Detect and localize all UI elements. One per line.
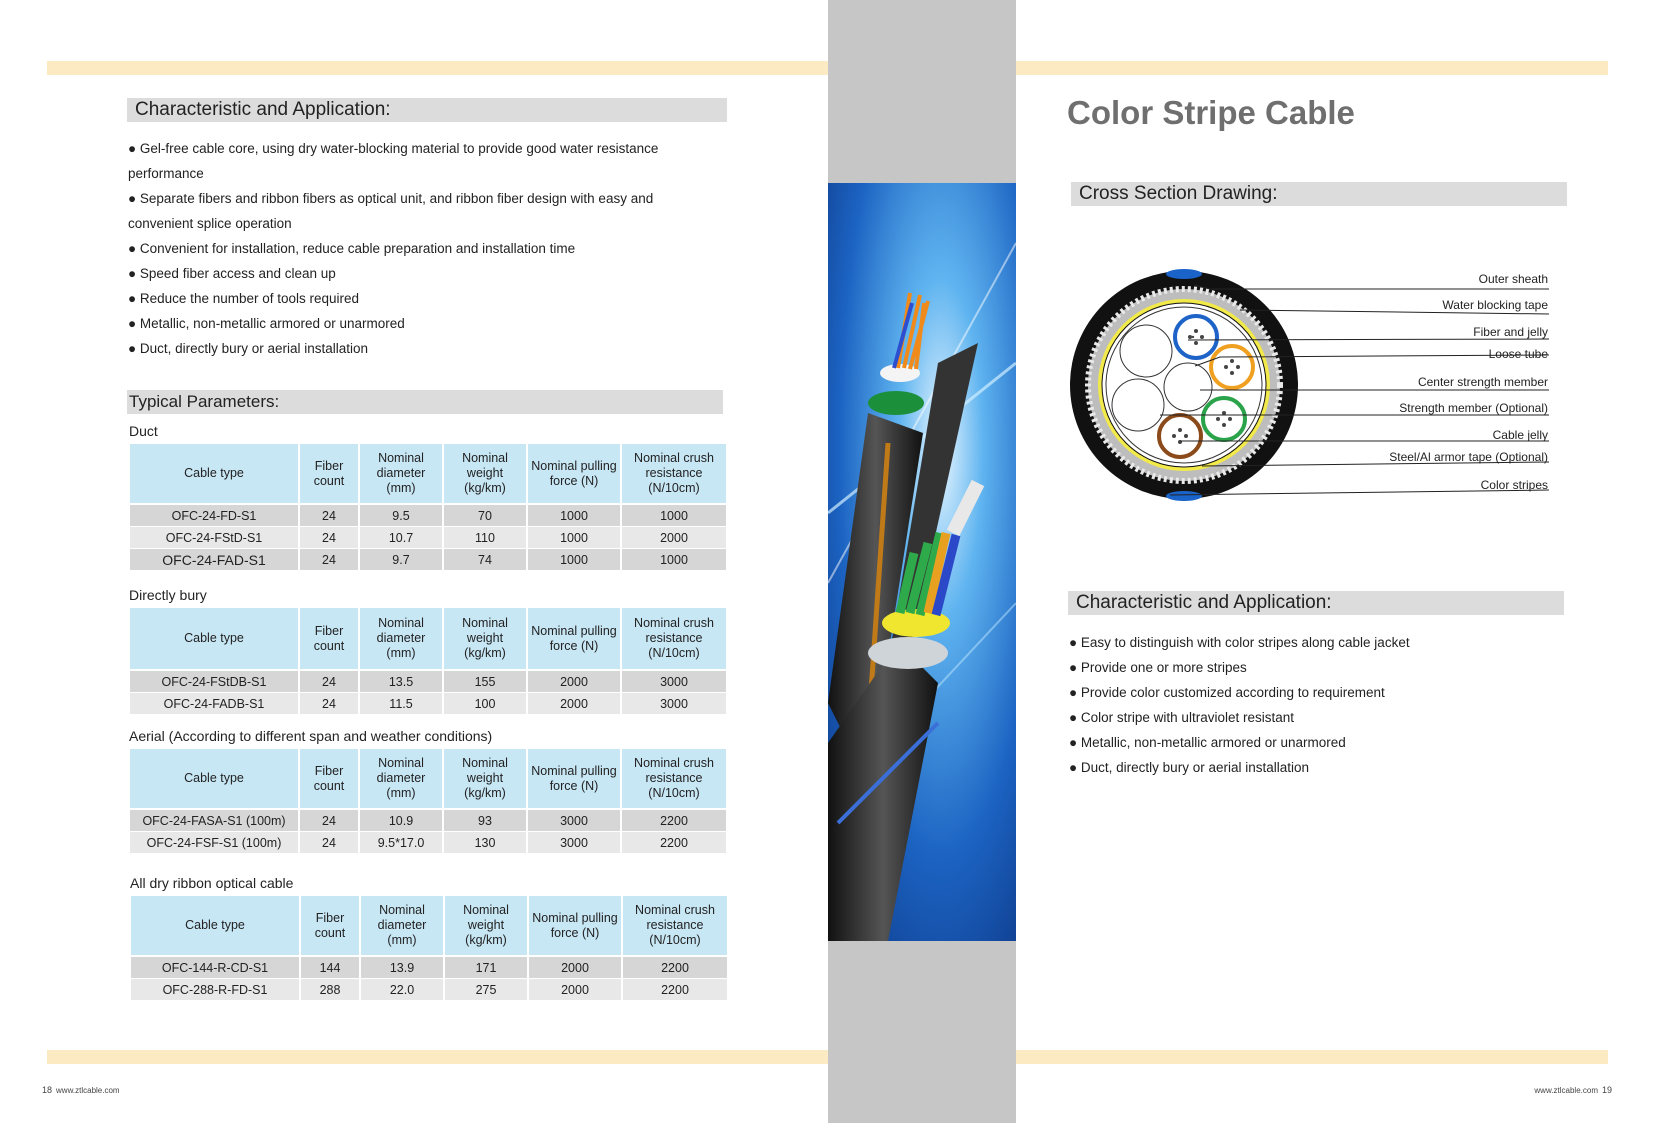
params-table-duct bbox=[130, 444, 728, 571]
col-header: Cable type bbox=[131, 896, 300, 956]
table-row bbox=[131, 979, 728, 1001]
col-header: Nominal crush resistance (N/10cm) bbox=[621, 444, 727, 504]
col-header: Nominal pulling force (N) bbox=[527, 608, 621, 670]
col-header: Nominal diameter (mm) bbox=[359, 608, 443, 670]
bottom-band-right bbox=[1016, 1050, 1608, 1064]
col-header: Nominal crush resistance (N/10cm) bbox=[622, 896, 728, 956]
bullet-item: ● Color stripe with ultraviolet resistant bbox=[1069, 710, 1294, 725]
cell: 70 bbox=[443, 504, 527, 527]
cell: OFC-144-R-CD-S1 bbox=[131, 956, 300, 979]
bottom-band-left bbox=[47, 1050, 828, 1064]
cell: 2000 bbox=[621, 527, 727, 549]
callout-label: Center strength member bbox=[1417, 375, 1548, 389]
table-row bbox=[130, 832, 727, 854]
callout-label: Color stripes bbox=[1480, 478, 1548, 492]
col-header: Fiber count bbox=[299, 608, 359, 670]
cell: OFC-24-FADB-S1 bbox=[130, 693, 299, 715]
cell: OFC-24-FD-S1 bbox=[130, 504, 299, 527]
cell: 2000 bbox=[527, 693, 621, 715]
top-band-left bbox=[47, 61, 828, 75]
col-header: Nominal weight (kg/km) bbox=[443, 444, 527, 504]
params-heading: Typical Parameters: bbox=[127, 390, 723, 414]
bullet-item: ● Reduce the number of tools required bbox=[128, 291, 360, 306]
callout-labels bbox=[1290, 0, 1548, 500]
params-table-bury bbox=[130, 608, 728, 715]
cable-photo-illustration bbox=[828, 183, 1016, 941]
bullet-item: ● Provide color customized according to requirement bbox=[1069, 685, 1385, 700]
table-row bbox=[130, 670, 727, 693]
bullet-item: ● Duct, directly bury or aerial installation bbox=[1069, 760, 1310, 775]
cell: 3000 bbox=[527, 832, 621, 854]
cell: 144 bbox=[300, 956, 360, 979]
cell: 155 bbox=[443, 670, 527, 693]
table-title-bury: Directly bury bbox=[129, 587, 207, 603]
page-number-left: 18 bbox=[42, 1085, 53, 1095]
cell: 288 bbox=[300, 979, 360, 1001]
cell: 74 bbox=[443, 549, 527, 571]
col-header: Fiber count bbox=[299, 749, 359, 809]
cell: 1000 bbox=[527, 504, 621, 527]
cell: 3000 bbox=[621, 693, 727, 715]
col-header: Fiber count bbox=[300, 896, 360, 956]
cell: OFC-24-FStDB-S1 bbox=[130, 670, 299, 693]
table-row bbox=[130, 549, 727, 571]
col-header: Fiber count bbox=[299, 444, 359, 504]
cell: 24 bbox=[299, 549, 359, 571]
cell: 24 bbox=[299, 693, 359, 715]
col-header: Nominal pulling force (N) bbox=[528, 896, 622, 956]
table-row bbox=[131, 956, 728, 979]
bullet-item: ● Metallic, non-metallic armored or unarmored bbox=[1069, 735, 1346, 750]
bullet-item: ● Convenient for installation, reduce cable preparation and installation time bbox=[128, 241, 576, 256]
col-header: Cable type bbox=[130, 608, 299, 670]
table-title-ribbon: All dry ribbon optical cable bbox=[130, 875, 294, 891]
right-char-heading: Characteristic and Application: bbox=[1068, 591, 1564, 615]
table-title-duct: Duct bbox=[129, 423, 158, 439]
cell: 11.5 bbox=[359, 693, 443, 715]
col-header: Nominal pulling force (N) bbox=[527, 444, 621, 504]
bullet-item: ● Separate fibers and ribbon fibers as optical unit, and ribbon fiber design with easy and bbox=[128, 191, 654, 206]
cell: 24 bbox=[299, 832, 359, 854]
cell: OFC-24-FSF-S1 (100m) bbox=[130, 832, 299, 854]
col-header: Nominal crush resistance (N/10cm) bbox=[621, 749, 727, 809]
page-number-right: 19 bbox=[1601, 1085, 1612, 1095]
cell: 2200 bbox=[622, 956, 728, 979]
cell: 3000 bbox=[621, 670, 727, 693]
cell: 2000 bbox=[527, 670, 621, 693]
cell: OFC-24-FAD-S1 bbox=[130, 549, 299, 571]
cell: OFC-24-FStD-S1 bbox=[130, 527, 299, 549]
cell: 24 bbox=[299, 670, 359, 693]
cell: 24 bbox=[299, 504, 359, 527]
bullet-item: ● Gel-free cable core, using dry water-blocking material to provide good water resistance bbox=[128, 141, 659, 156]
website-left[interactable]: www.ztlcable.com bbox=[56, 1086, 120, 1095]
left-char-heading: Characteristic and Application: bbox=[127, 98, 727, 122]
left-bullet-list bbox=[128, 136, 658, 361]
col-header: Nominal weight (kg/km) bbox=[443, 749, 527, 809]
right-bullet-list bbox=[1069, 630, 1410, 780]
cell: OFC-288-R-FD-S1 bbox=[131, 979, 300, 1001]
callout-label: Strength member (Optional) bbox=[1399, 401, 1548, 415]
col-header: Cable type bbox=[130, 749, 299, 809]
col-header: Nominal diameter (mm) bbox=[360, 896, 444, 956]
bullet-item: performance bbox=[128, 166, 204, 181]
table-row bbox=[130, 527, 727, 549]
callout-label: Steel/Al armor tape (Optional) bbox=[1389, 450, 1548, 464]
table-title-aerial: Aerial (According to different span and weather conditions) bbox=[129, 728, 493, 744]
left-footer bbox=[38, 1085, 120, 1095]
callout-label: Water blocking tape bbox=[1442, 298, 1548, 312]
cell: 10.9 bbox=[359, 809, 443, 832]
cell: 2200 bbox=[621, 832, 727, 854]
params-table-aerial bbox=[130, 749, 728, 854]
cell: 100 bbox=[443, 693, 527, 715]
col-header: Nominal pulling force (N) bbox=[527, 749, 621, 809]
callout-label: Fiber and jelly bbox=[1473, 325, 1548, 339]
cell: 275 bbox=[444, 979, 528, 1001]
cell: 1000 bbox=[621, 549, 727, 571]
bullet-item: ● Duct, directly bury or aerial installation bbox=[128, 341, 369, 356]
cell: 1000 bbox=[527, 527, 621, 549]
col-header: Nominal weight (kg/km) bbox=[443, 608, 527, 670]
website-right[interactable]: www.ztlcable.com bbox=[1534, 1086, 1598, 1095]
cell: 1000 bbox=[527, 549, 621, 571]
cell: 13.9 bbox=[360, 956, 444, 979]
cell: 24 bbox=[299, 527, 359, 549]
cell: 110 bbox=[443, 527, 527, 549]
right-footer bbox=[1534, 1085, 1616, 1095]
cell: 93 bbox=[443, 809, 527, 832]
cell: 2200 bbox=[621, 809, 727, 832]
table-row bbox=[130, 809, 727, 832]
table-row bbox=[130, 693, 727, 715]
col-header: Nominal weight (kg/km) bbox=[444, 896, 528, 956]
cell: 2200 bbox=[622, 979, 728, 1001]
cell: 171 bbox=[444, 956, 528, 979]
bullet-item: ● Metallic, non-metallic armored or unarmored bbox=[128, 316, 405, 331]
params-table-ribbon bbox=[131, 896, 729, 1001]
page-title: Color Stripe Cable bbox=[1067, 94, 1355, 131]
cell: 2000 bbox=[528, 979, 622, 1001]
col-header: Nominal crush resistance (N/10cm) bbox=[621, 608, 727, 670]
bullet-item: ● Provide one or more stripes bbox=[1069, 660, 1247, 675]
cell: 22.0 bbox=[360, 979, 444, 1001]
cell: 130 bbox=[443, 832, 527, 854]
cable-photo bbox=[828, 183, 1016, 941]
col-header: Nominal diameter (mm) bbox=[359, 749, 443, 809]
cross-section-heading: Cross Section Drawing: bbox=[1071, 182, 1567, 206]
cell: 3000 bbox=[527, 809, 621, 832]
cell: 9.5 bbox=[359, 504, 443, 527]
cell: 13.5 bbox=[359, 670, 443, 693]
cell: 24 bbox=[299, 809, 359, 832]
cell: 10.7 bbox=[359, 527, 443, 549]
callout-label: Loose tube bbox=[1488, 347, 1548, 361]
cell: 9.7 bbox=[359, 549, 443, 571]
cell: 9.5*17.0 bbox=[359, 832, 443, 854]
bullet-item: ● Easy to distinguish with color stripes along cable jacket bbox=[1069, 635, 1410, 650]
table-row bbox=[130, 504, 727, 527]
cell: 2000 bbox=[528, 956, 622, 979]
callout-label: Cable jelly bbox=[1492, 428, 1548, 442]
col-header: Cable type bbox=[130, 444, 299, 504]
cell: 1000 bbox=[621, 504, 727, 527]
bullet-item: convenient splice operation bbox=[128, 216, 292, 231]
callout-label: Outer sheath bbox=[1478, 272, 1548, 286]
cell: OFC-24-FASA-S1 (100m) bbox=[130, 809, 299, 832]
bullet-item: ● Speed fiber access and clean up bbox=[128, 266, 336, 281]
col-header: Nominal diameter (mm) bbox=[359, 444, 443, 504]
